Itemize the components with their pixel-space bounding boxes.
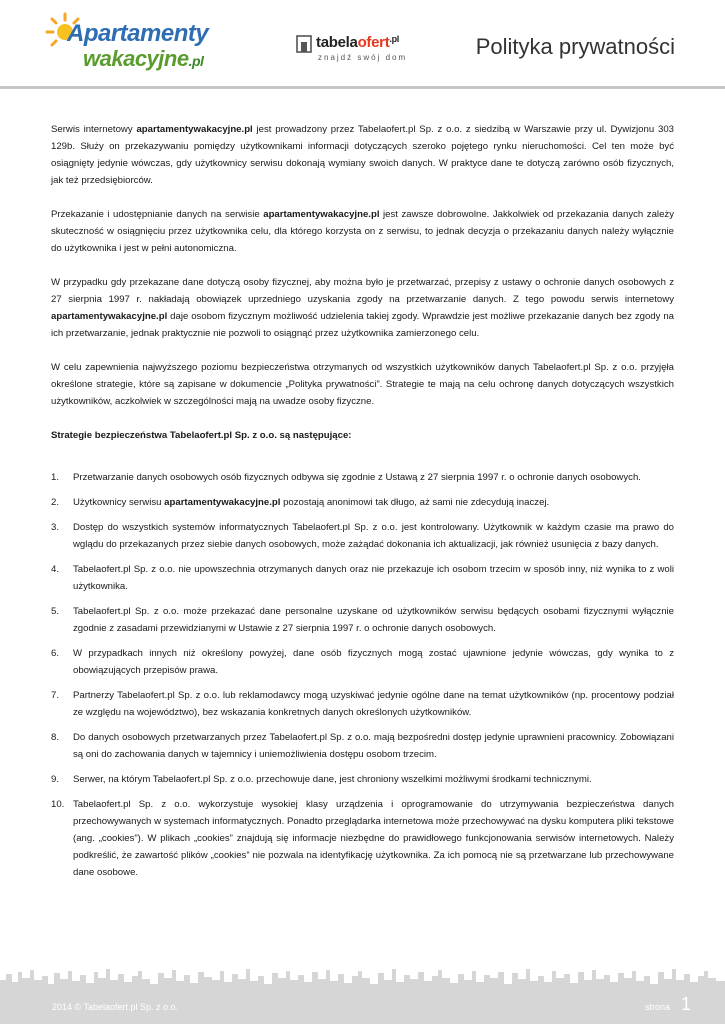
site-name: apartamentywakacyjne.pl — [51, 311, 168, 322]
document-body — [51, 121, 674, 889]
logo-apartamenty-text: Apartamenty — [67, 20, 209, 47]
site-name: apartamentywakacyjne.pl — [263, 209, 380, 220]
logo-wakacyjne-text: wakacyjne.pl — [83, 46, 204, 71]
house-door-icon — [296, 35, 312, 53]
list-item: 2. Użytkownicy serwisu apartamentywakacyjne.pl pozostają anonimowi tak długo, aż sami nie zdecydują inaczej. — [51, 497, 550, 508]
header-divider — [0, 86, 725, 89]
list-item: 5. Tabelaofert.pl Sp. z o.o. może przekazać dane personalne uzyskane od użytkowników serwisu będących osobami fizycznymi wyłącznie zgodnie z zasadami przewidzianymi w Ustawie z 27 sierpnia 1997 r. o ochronie danych osobowych. — [51, 606, 674, 634]
strategy-list — [51, 469, 674, 881]
tabelaofert-tagline: znajdź swój dom — [318, 53, 408, 62]
list-item: 6. W przypadkach innych niż określony powyżej, dane osób fizycznych mogą zostać ujawnione jedynie wówczas, gdy wynika to z obowiązujących przepisów prawa. — [51, 648, 674, 676]
apartamentywakacyjne-logo[interactable] — [45, 12, 209, 74]
page-header — [0, 0, 725, 88]
strategy-heading: Strategie bezpieczeństwa Tabelaofert.pl Sp. z o.o. są następujące: — [51, 430, 352, 441]
site-name: apartamentywakacyjne.pl — [164, 497, 281, 508]
tabelaofert-name: tabelaofert$^{.pl}$ — [316, 34, 400, 51]
paragraph-consent: W przypadku gdy przekazane dane dotyczą osoby fizycznej, aby można było je przetwarzać, przepisy z ustawy o ochronie danych osobowych z 27 sierpnia 1997 r. nakładają obowiązek uprzedniego uzyskania zgody na przetwarzanie danych. Z tego powodu serwis internetowy apartamentywakacyjne.pl daje osobom fizycznym możliwość udzielenia takiej zgody. Wprawdzie jest możliwe przekazanie danych bez zgody na ich przetwarzanie, jednak praktycznie nie pozwoli to osiągnąć przez użytkownika zamierzonego celu. — [51, 277, 674, 339]
list-item: 9. Serwer, na którym Tabelaofert.pl Sp. z o.o. przechowuje dane, jest chroniony wszelkimi możliwymi środkami technicznymi. — [51, 774, 592, 785]
city-skyline-decoration — [0, 966, 725, 992]
page-title: Polityka prywatności — [475, 34, 675, 59]
paragraph-security: W celu zapewnienia najwyższego poziomu bezpieczeństwa otrzymanych od wszystkich użytkowników danych Tabelaofert.pl Sp. z o.o. przyjęła określone strategie, które są zapisane w dokumencie „Polityka prywatności”. Strategie te mają na celu ochronę danych dotyczących wszystkich użytkowników, aczkolwiek w szczególności mają na uwadze osoby fizyczne. — [51, 362, 674, 407]
list-item: 3. Dostęp do wszystkich systemów informatycznych Tabelaofert.pl Sp. z o.o. jest kontrolowany. Użytkownik w każdym czasie ma prawo do wglądu do przekazanych przez siebie danych osobowych, może zażądać dokonania ich aktualizacji, jak również usunięcia z bazy danych. — [51, 522, 674, 550]
site-name: apartamentywakacyjne.pl — [136, 124, 253, 135]
tabelaofert-logo[interactable] — [296, 34, 436, 68]
list-item: 10. Tabelaofert.pl Sp. z o.o. wykorzystuje wysokiej klasy urządzenia i oprogramowanie do utrzymywania bezpieczeństwa danych przechowywanych w systemach informatycznych. Ponadto przeglądarka internetowa może przechowywać na dysku komputera pliki tekstowe (ang. „cookies”). W plikach „cookies” znajdują się informacje niezbędne do prawidłowego funkcjonowania serwisów internetowych. Należy podkreślić, że zawartość plików „cookies” nie pozwala na identyfikację użytkownika. Za ich pomocą nie są przetwarzane lub przechowywane dane osobowe. — [51, 799, 674, 878]
list-item: 4. Tabelaofert.pl Sp. z o.o. nie upowszechnia otrzymanych danych oraz nie przekazuje ich osobom trzecim w sposób inny, niż wynika to z woli użytkownika. — [51, 564, 674, 592]
footer-copyright: 2014 © Tabelaofert.pl Sp. z o.o. — [52, 1002, 179, 1012]
list-item: 7. Partnerzy Tabelaofert.pl Sp. z o.o. lub reklamodawcy mogą uzyskiwać jedynie ogólne dane na temat użytkowników (np. procentowy podział ze względu na województwo), bez wskazania konkretnych danych określonych użytkowników. — [51, 690, 674, 718]
page-label: strona — [644, 1002, 670, 1012]
paragraph-voluntary: Przekazanie i udostępnianie danych na serwisie apartamentywakacyjne.pl jest zawsze dobrowolne. Jakkolwiek od przekazania danych zależy skuteczność w osiągnięciu przez użytkownika celu, dla którego korzysta on z serwisu, to jednak decyzja o przekazaniu danych należy wyłącznie do użytkownika i jest w pełni autonomiczna. — [51, 209, 674, 254]
footer-bar — [0, 990, 725, 1024]
list-item: 8. Do danych osobowych przetwarzanych przez Tabelaofert.pl Sp. z o.o. mają bezpośredni dostęp jedynie uprawnieni pracownicy. Zobowiązani są oni do zachowania danych w tajemnicy i uniemożliwienia dostępu osobom trzecim. — [51, 732, 674, 760]
page-footer — [0, 966, 725, 1024]
page-number: 1 — [680, 994, 691, 1014]
list-item: 1. Przetwarzanie danych osobowych osób fizycznych odbywa się zgodnie z Ustawą z 27 sierpnia 1997 r. o ochronie danych osobowych. — [51, 472, 641, 483]
paragraph-intro: Serwis internetowy apartamentywakacyjne.pl jest prowadzony przez Tabelaofert.pl Sp. z o.o. z siedzibą w Warszawie przy ul. Dywizjonu 303 129b. Służy on przekazywaniu pomiędzy użytkownikami informacji dotyczących szeroko pojętego rynku nieruchomości. Cel ten może być osiągnięty jedynie wówczas, gdy użytkownicy serwisu dokonają wymiany swoich danych. W praktyce dane te dotyczą zarówno osób fizycznych, jak też przedsiębiorców. — [51, 124, 675, 186]
